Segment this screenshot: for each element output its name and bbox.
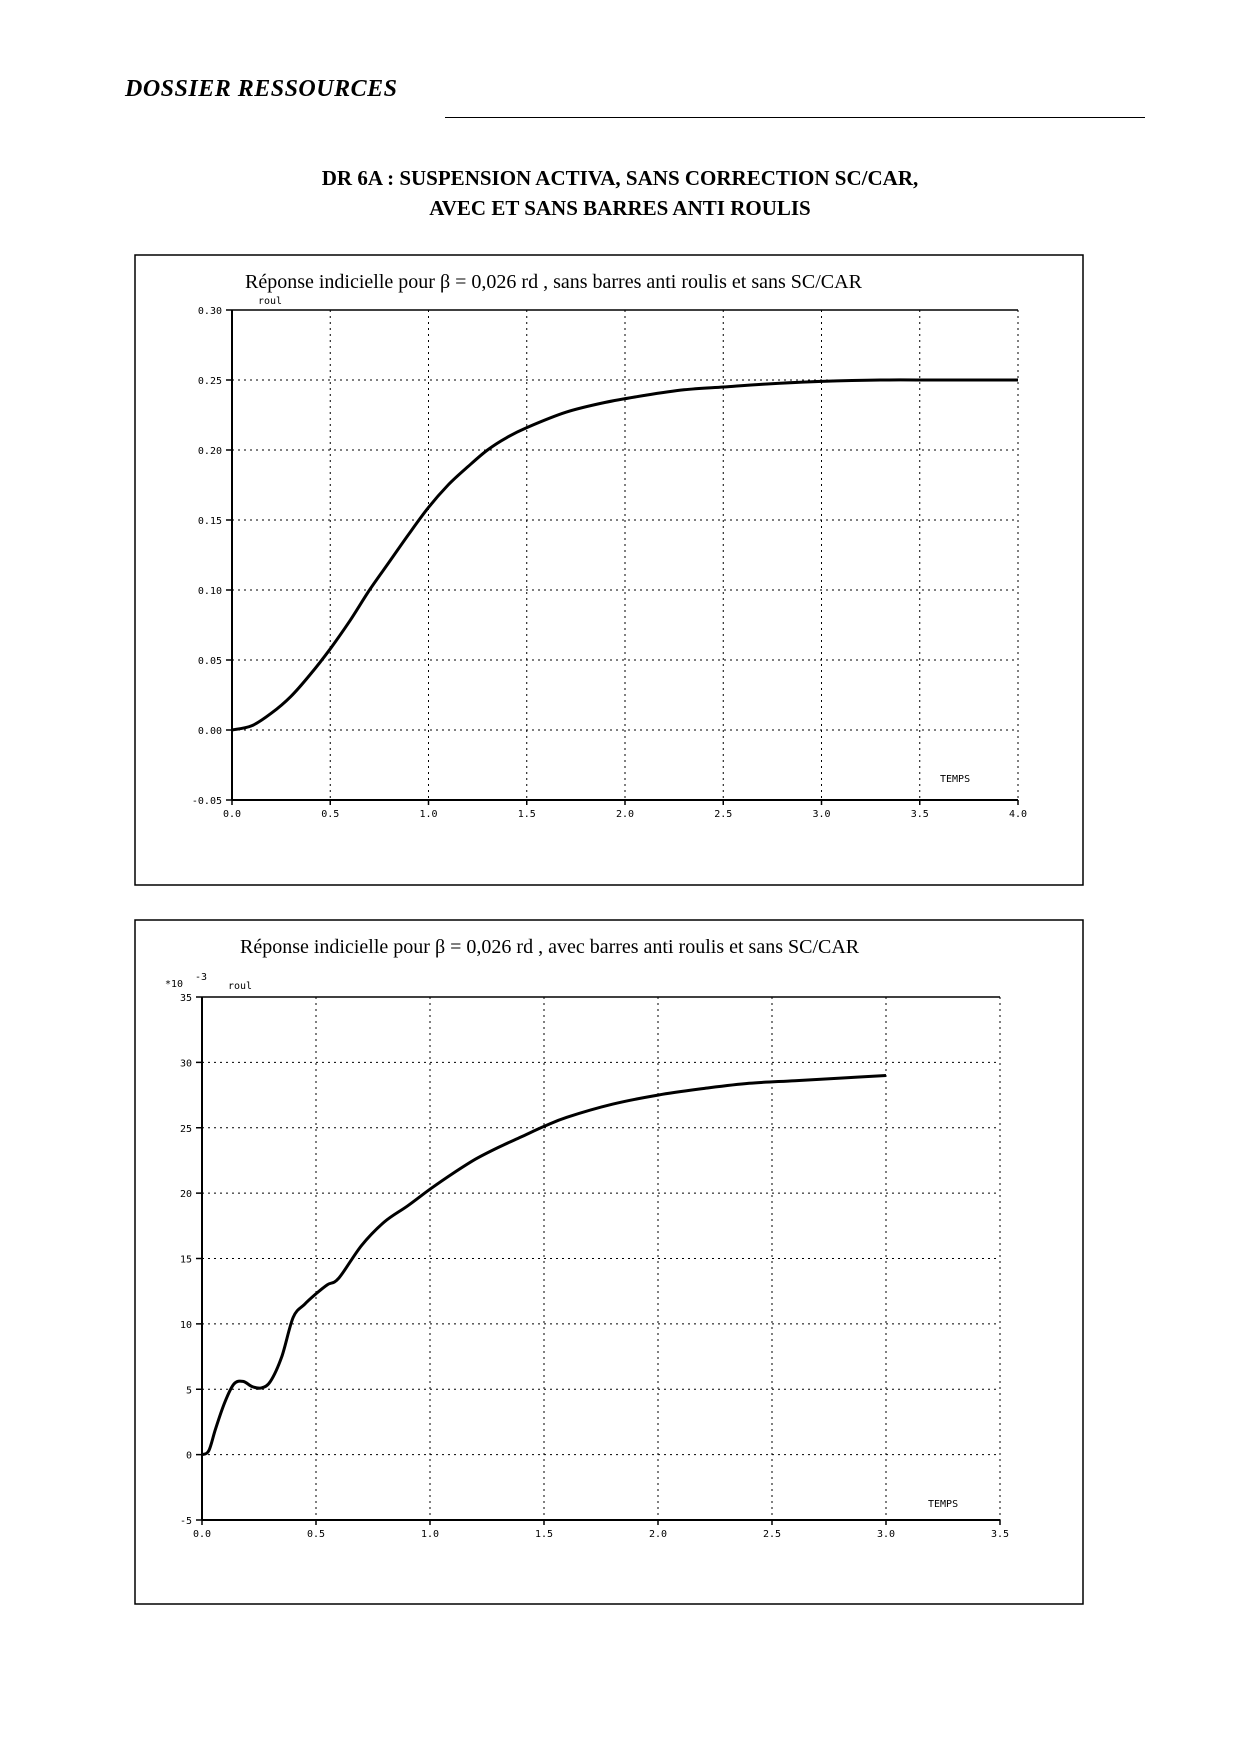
x-tick-label: 1.0 [420,1529,440,1540]
y-tick-label: 0.25 [197,376,222,387]
x-ticks [223,800,1027,820]
x-tick-label: 3.5 [990,1529,1010,1540]
x-tick-label: 2.5 [762,1529,782,1540]
y-ticks [192,306,232,807]
y-tick-label: -0.05 [191,796,222,807]
chart-frame [135,255,1083,885]
y-tick-label: 0 [185,1450,192,1462]
x-ticks [193,1520,1009,1540]
x-tick-label: 3.5 [910,809,929,820]
x-tick-label: 0.0 [192,1529,212,1540]
x-tick-label: 0.0 [222,809,242,820]
y-scale-exponent: -3 [195,972,208,983]
y-ticks [180,993,202,1527]
x-tick-label: 2.0 [615,809,635,820]
page-title-line-1: DR 6A : SUSPENSION ACTIVA, SANS CORRECTION SC/CAR, [321,166,919,190]
y-tick-label: 0.20 [197,446,222,457]
chart-roll-with-antiroll-bars [0,915,1240,1615]
y-tick-label: 20 [179,1189,192,1201]
chart-title: Réponse indicielle pour β = 0,026 rd , sans barres anti roulis et sans SC/CAR [245,271,862,293]
y-tick-label: 10 [179,1319,192,1331]
y-axis-label: roul [258,296,283,307]
x-tick-label: 4.0 [1008,809,1028,820]
x-tick-label: 1.5 [534,1529,554,1540]
x-axis-label: TEMPS [940,774,971,785]
x-tick-label: 1.5 [517,809,536,820]
y-axis-label: roul [228,981,253,992]
page-header: DOSSIER RESSOURCES [125,76,398,102]
y-scale-label: *10 [165,979,184,990]
chart-roll-without-antiroll-bars [0,250,1240,890]
series-line-roul [202,1076,886,1455]
x-tick-label: 2.0 [648,1529,668,1540]
page-title-line-2: AVEC ET SANS BARRES ANTI ROULIS [429,196,811,220]
x-tick-label: 3.0 [812,809,831,820]
y-tick-label: 0.15 [197,516,222,527]
x-tick-label: 3.0 [876,1529,896,1540]
x-tick-label: 1.0 [419,809,438,820]
y-tick-label: 25 [179,1123,192,1135]
x-tick-label: 0.5 [321,809,340,820]
y-tick-label: 0.10 [197,586,222,597]
x-tick-label: 2.5 [714,809,733,820]
y-tick-label: 0.00 [197,726,222,737]
y-tick-label: 30 [179,1058,192,1070]
chart-title: Réponse indicielle pour β = 0,026 rd , avec barres anti roulis et sans SC/CAR [240,936,860,958]
y-tick-label: 0.05 [197,656,222,667]
header-rule [445,117,1145,118]
y-tick-label: 35 [179,993,192,1004]
y-tick-label: -5 [179,1516,192,1527]
x-axis-label: TEMPS [928,1499,959,1510]
y-tick-label: 15 [179,1254,192,1266]
x-tick-label: 0.5 [306,1529,326,1540]
y-tick-label: 5 [185,1385,192,1397]
grid [232,310,1018,800]
y-tick-label: 0.30 [197,306,222,317]
